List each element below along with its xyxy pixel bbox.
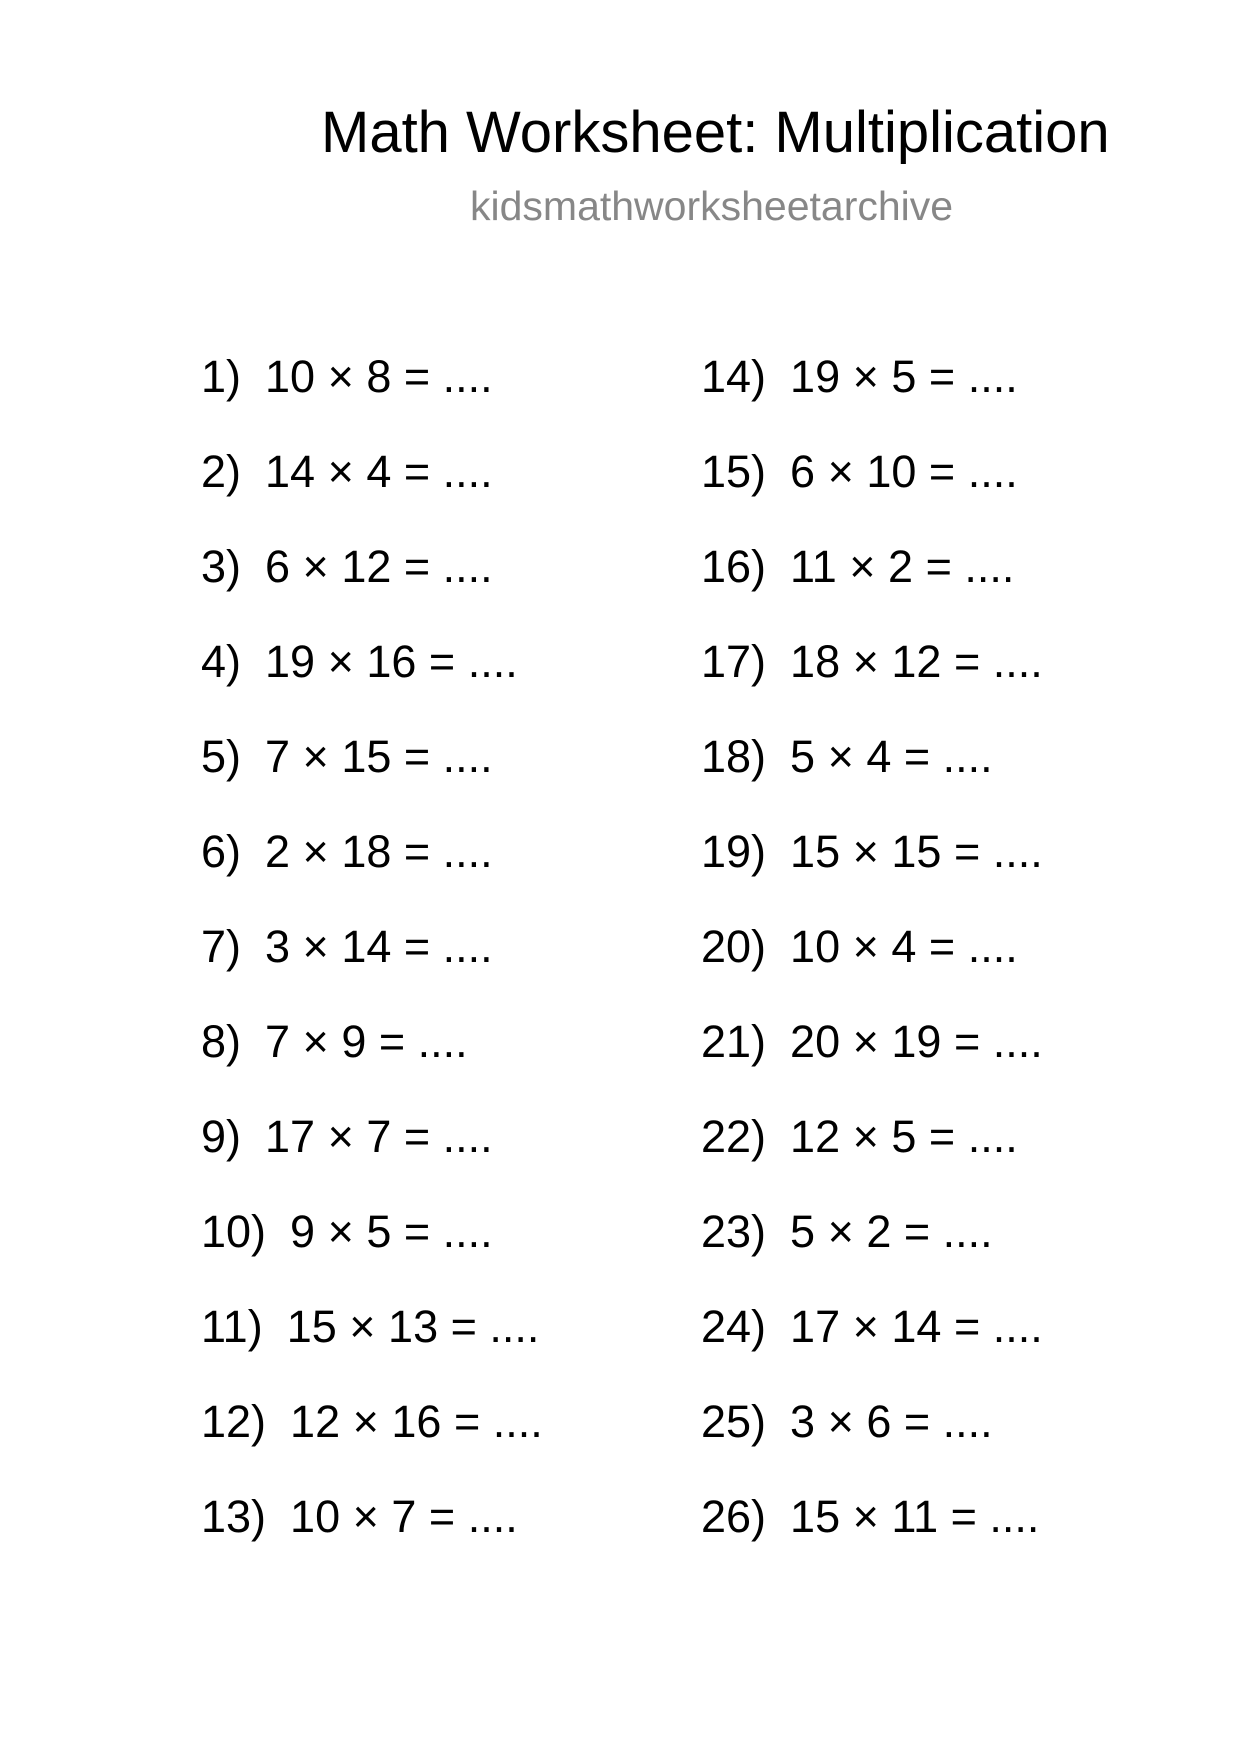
- problem-item: [201, 541, 493, 593]
- problem-number: 10): [201, 1206, 267, 1257]
- problem-item: [201, 446, 493, 498]
- problem-item: [701, 1301, 1043, 1353]
- problem-number: 12): [201, 1396, 267, 1447]
- problem-number: 23): [701, 1206, 767, 1257]
- problem-item: [701, 636, 1043, 688]
- problem-number: 7): [201, 921, 242, 972]
- problem-expression: 5 × 4 = ....: [790, 731, 993, 782]
- problem-number: 2): [201, 446, 242, 497]
- problem-number: 25): [701, 1396, 767, 1447]
- problem-item: [201, 1016, 468, 1068]
- problem-expression: 10 × 8 = ....: [265, 351, 493, 402]
- problem-number: 11): [201, 1301, 263, 1352]
- problem-item: [201, 731, 493, 783]
- problem-number: 15): [701, 446, 767, 497]
- problem-item: [201, 921, 493, 973]
- problem-number: 8): [201, 1016, 242, 1067]
- problem-expression: 12 × 5 = ....: [790, 1111, 1018, 1162]
- problem-number: 1): [201, 351, 242, 402]
- problem-expression: 10 × 7 = ....: [290, 1491, 518, 1542]
- problem-item: [701, 1016, 1043, 1068]
- problem-item: [701, 1491, 1039, 1543]
- problem-expression: 10 × 4 = ....: [790, 921, 1018, 972]
- problem-item: [701, 826, 1043, 878]
- problem-number: 13): [201, 1491, 267, 1542]
- problem-number: 20): [701, 921, 767, 972]
- problem-item: [701, 541, 1014, 593]
- problem-number: 9): [201, 1111, 242, 1162]
- problem-expression: 17 × 14 = ....: [790, 1301, 1043, 1352]
- problem-expression: 15 × 13 = ....: [286, 1301, 540, 1352]
- problem-number: 14): [701, 351, 767, 402]
- problem-expression: 19 × 16 = ....: [265, 636, 518, 687]
- problem-number: 3): [201, 541, 242, 592]
- problem-item: [201, 1396, 543, 1448]
- problem-number: 22): [701, 1111, 767, 1162]
- problem-number: 17): [701, 636, 767, 687]
- page-title: Math Worksheet: Multiplication: [321, 100, 1110, 165]
- problem-expression: 20 × 19 = ....: [790, 1016, 1043, 1067]
- problem-expression: 7 × 15 = ....: [265, 731, 493, 782]
- problem-item: [201, 1206, 493, 1258]
- problem-expression: 6 × 10 = ....: [790, 446, 1018, 497]
- problem-number: 26): [701, 1491, 767, 1542]
- problem-expression: 3 × 6 = ....: [790, 1396, 993, 1447]
- problem-item: [701, 351, 1018, 403]
- problem-item: [201, 1111, 493, 1163]
- problem-item: [201, 826, 493, 878]
- problem-item: [201, 636, 518, 688]
- problem-expression: 17 × 7 = ....: [265, 1111, 493, 1162]
- problem-number: 18): [701, 731, 767, 782]
- problem-number: 5): [201, 731, 242, 782]
- problem-expression: 18 × 12 = ....: [790, 636, 1043, 687]
- problem-item: [701, 446, 1018, 498]
- problem-expression: 15 × 11 = ....: [790, 1491, 1040, 1542]
- site-name: kidsmathworksheetarchive: [470, 183, 954, 229]
- problem-expression: 7 × 9 = ....: [265, 1016, 468, 1067]
- problem-number: 4): [201, 636, 242, 687]
- problem-item: [201, 1301, 539, 1353]
- problem-expression: 12 × 16 = ....: [290, 1396, 543, 1447]
- problem-expression: 5 × 2 = ....: [790, 1206, 993, 1257]
- problem-item: [201, 351, 493, 403]
- problem-expression: 6 × 12 = ....: [265, 541, 493, 592]
- problem-number: 24): [701, 1301, 767, 1352]
- problem-expression: 14 × 4 = ....: [265, 446, 493, 497]
- problem-expression: 9 × 5 = ....: [290, 1206, 493, 1257]
- problem-number: 16): [701, 541, 767, 592]
- problem-item: [701, 1396, 993, 1448]
- problem-item: [201, 1491, 518, 1543]
- problem-item: [701, 921, 1018, 973]
- problem-expression: 19 × 5 = ....: [790, 351, 1018, 402]
- problem-number: 19): [701, 826, 767, 877]
- problem-number: 21): [701, 1016, 767, 1067]
- problem-item: [701, 1206, 993, 1258]
- problem-item: [701, 731, 993, 783]
- problem-expression: 3 × 14 = ....: [265, 921, 493, 972]
- problem-expression: 15 × 15 = ....: [790, 826, 1043, 877]
- problem-expression: 2 × 18 = ....: [265, 826, 493, 877]
- problem-number: 6): [201, 826, 242, 877]
- problem-item: [701, 1111, 1018, 1163]
- problem-expression: 11 × 2 = ....: [790, 541, 1015, 592]
